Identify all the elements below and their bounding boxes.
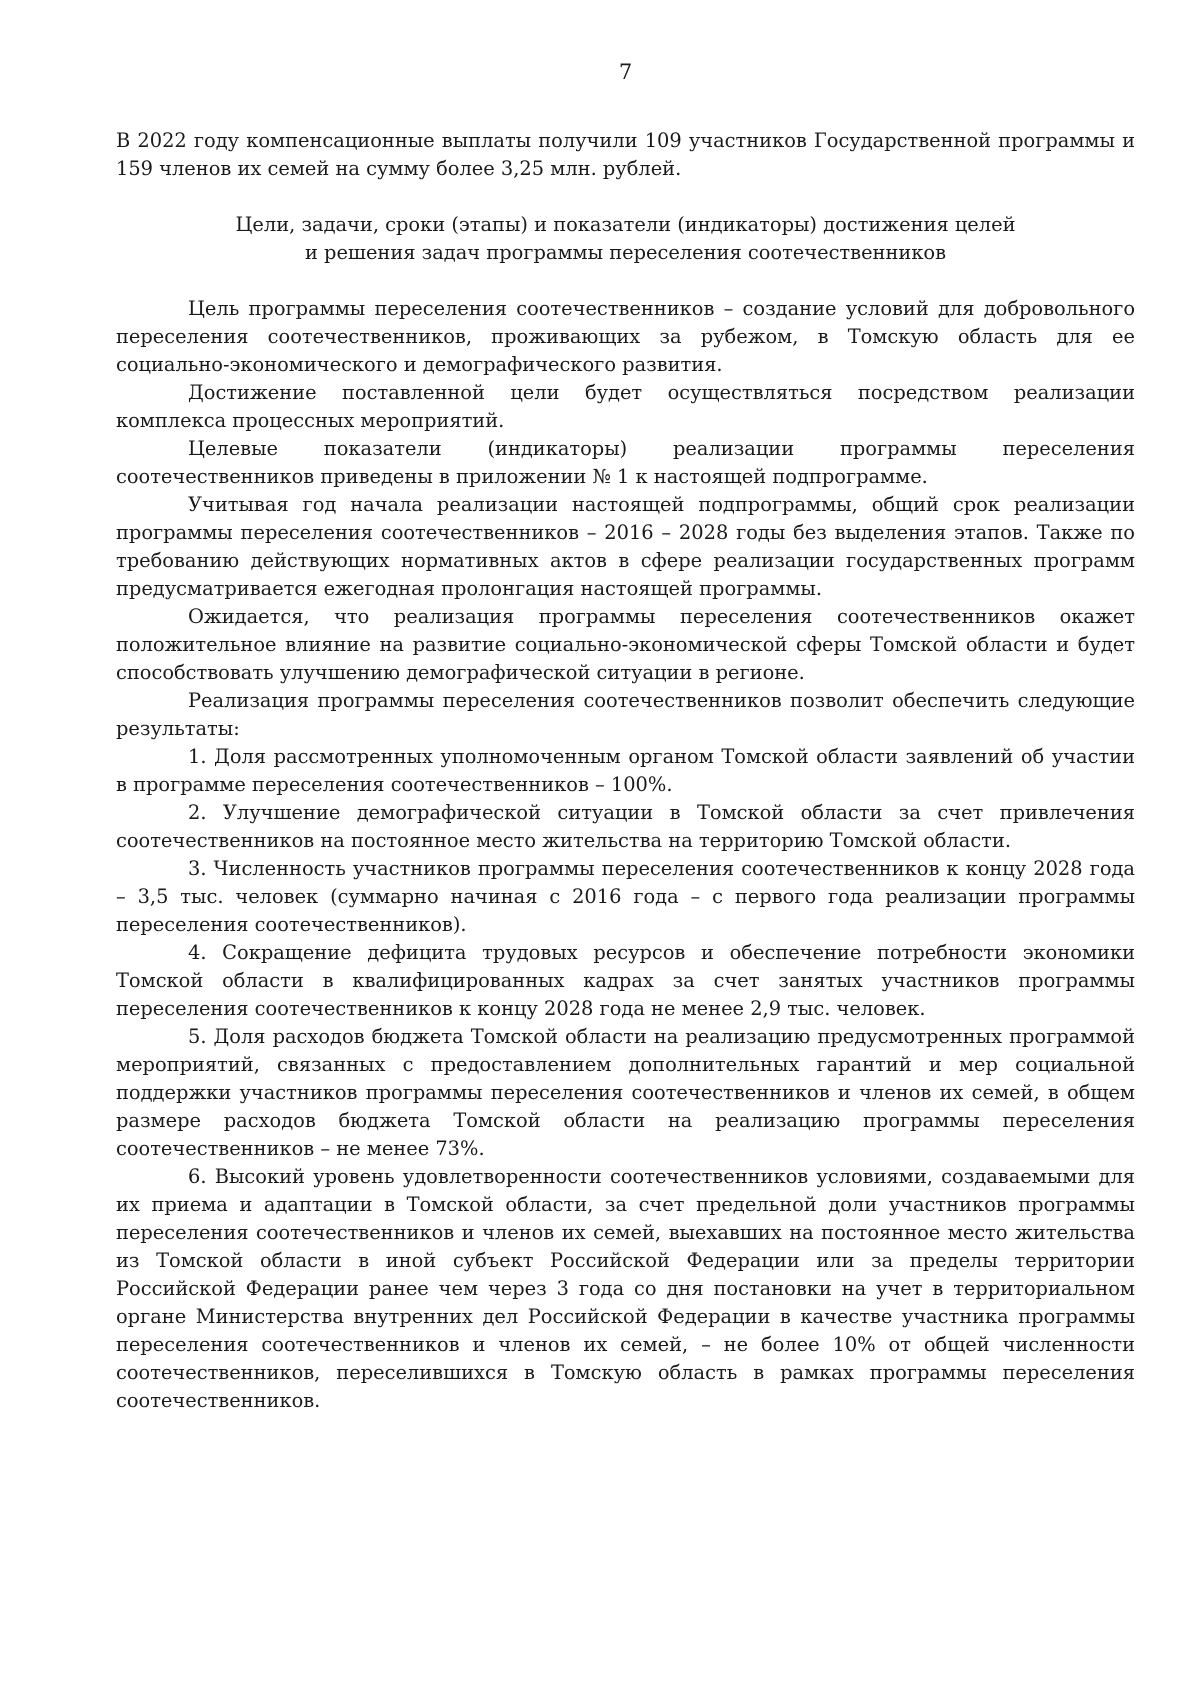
paragraph-timeline: Учитывая год начала реализации настоящей подпрограммы, общий срок реализации программы переселения соотечественников – 2016 – 2028 годы без выделения этапов. Также по требованию действующих нормативных актов в сфере реализации государственных программ предусматривается ежегодная пролонгация настоящей программы. — [116, 493, 1135, 600]
section-heading-line-1: Цели, задачи, сроки (этапы) и показатели (индикаторы) достижения целей — [235, 213, 1016, 236]
result-item-6: 6. Высокий уровень удовлетворенности соотечественников условиями, создаваемыми для их приема и адаптации в Томской области, за счет предельной доли участников программы переселения соотечественников и членов их семей, выехавших на постоянное место жительства из Томской области в иной субъект Российской Федерации или за пределы территории Российской Федерации ранее чем через 3 года со дня постановки на учет в территориальном органе Министерства внутренних дел Российской Федерации в качестве участника программы переселения соотечественников и членов их семей, – не более 10% от общей численности соотечественников, переселившихся в Томскую область в рамках программы переселения соотечественников. — [116, 1165, 1135, 1412]
result-item-5: 5. Доля расходов бюджета Томской области на реализацию предусмотренных программой мероприятий, связанных с предоставлением дополнительных гарантий и мер социальной поддержки участников программы переселения соотечественников и членов их семей, в общем размере расходов бюджета Томской области на реализацию программы переселения соотечественников – не менее 73%. — [116, 1025, 1135, 1160]
section-heading-line-2: и решения задач программы переселения соотечественников — [304, 241, 947, 264]
result-item-3: 3. Численность участников программы переселения соотечественников к концу 2028 года – 3,5 тыс. человек (суммарно начиная с 2016 года – с первого года реализации программы переселения соотечественников). — [116, 857, 1135, 936]
result-item-4: 4. Сокращение дефицита трудовых ресурсов и обеспечение потребности экономики Томской области в квалифицированных кадрах за счет занятых участников программы переселения соотечественников к концу 2028 года не менее 2,9 тыс. человек. — [116, 941, 1135, 1020]
document-body — [116, 127, 1135, 1415]
paragraph-goal: Цель программы переселения соотечественников – создание условий для добровольного переселения соотечественников, проживающих за рубежом, в Томскую область для ее социально-экономического и демографического развития. — [116, 297, 1135, 376]
intro-paragraph: В 2022 году компенсационные выплаты получили 109 участников Государственной программы и 159 членов их семей на сумму более 3,25 млн. рублей. — [116, 129, 1135, 180]
section-heading — [116, 211, 1135, 267]
paragraph-results-intro: Реализация программы переселения соотечественников позволит обеспечить следующие результаты: — [116, 689, 1135, 740]
result-item-2: 2. Улучшение демографической ситуации в Томской области за счет привлечения соотечественников на постоянное место жительства на территорию Томской области. — [116, 801, 1135, 852]
paragraph-achievement: Достижение поставленной цели будет осуществляться посредством реализации комплекса процессных мероприятий. — [116, 381, 1135, 432]
paragraph-indicators: Целевые показатели (индикаторы) реализации программы переселения соотечественников приведены в приложении № 1 к настоящей подпрограмме. — [116, 437, 1135, 488]
paragraph-expected-impact: Ожидается, что реализация программы переселения соотечественников окажет положительное влияние на развитие социально-экономической сферы Томской области и будет способствовать улучшению демографической ситуации в регионе. — [116, 605, 1135, 684]
page-number: 7 — [618, 60, 633, 84]
result-item-1: 1. Доля рассмотренных уполномоченным органом Томской области заявлений об участии в программе переселения соотечественников – 100%. — [116, 745, 1135, 796]
